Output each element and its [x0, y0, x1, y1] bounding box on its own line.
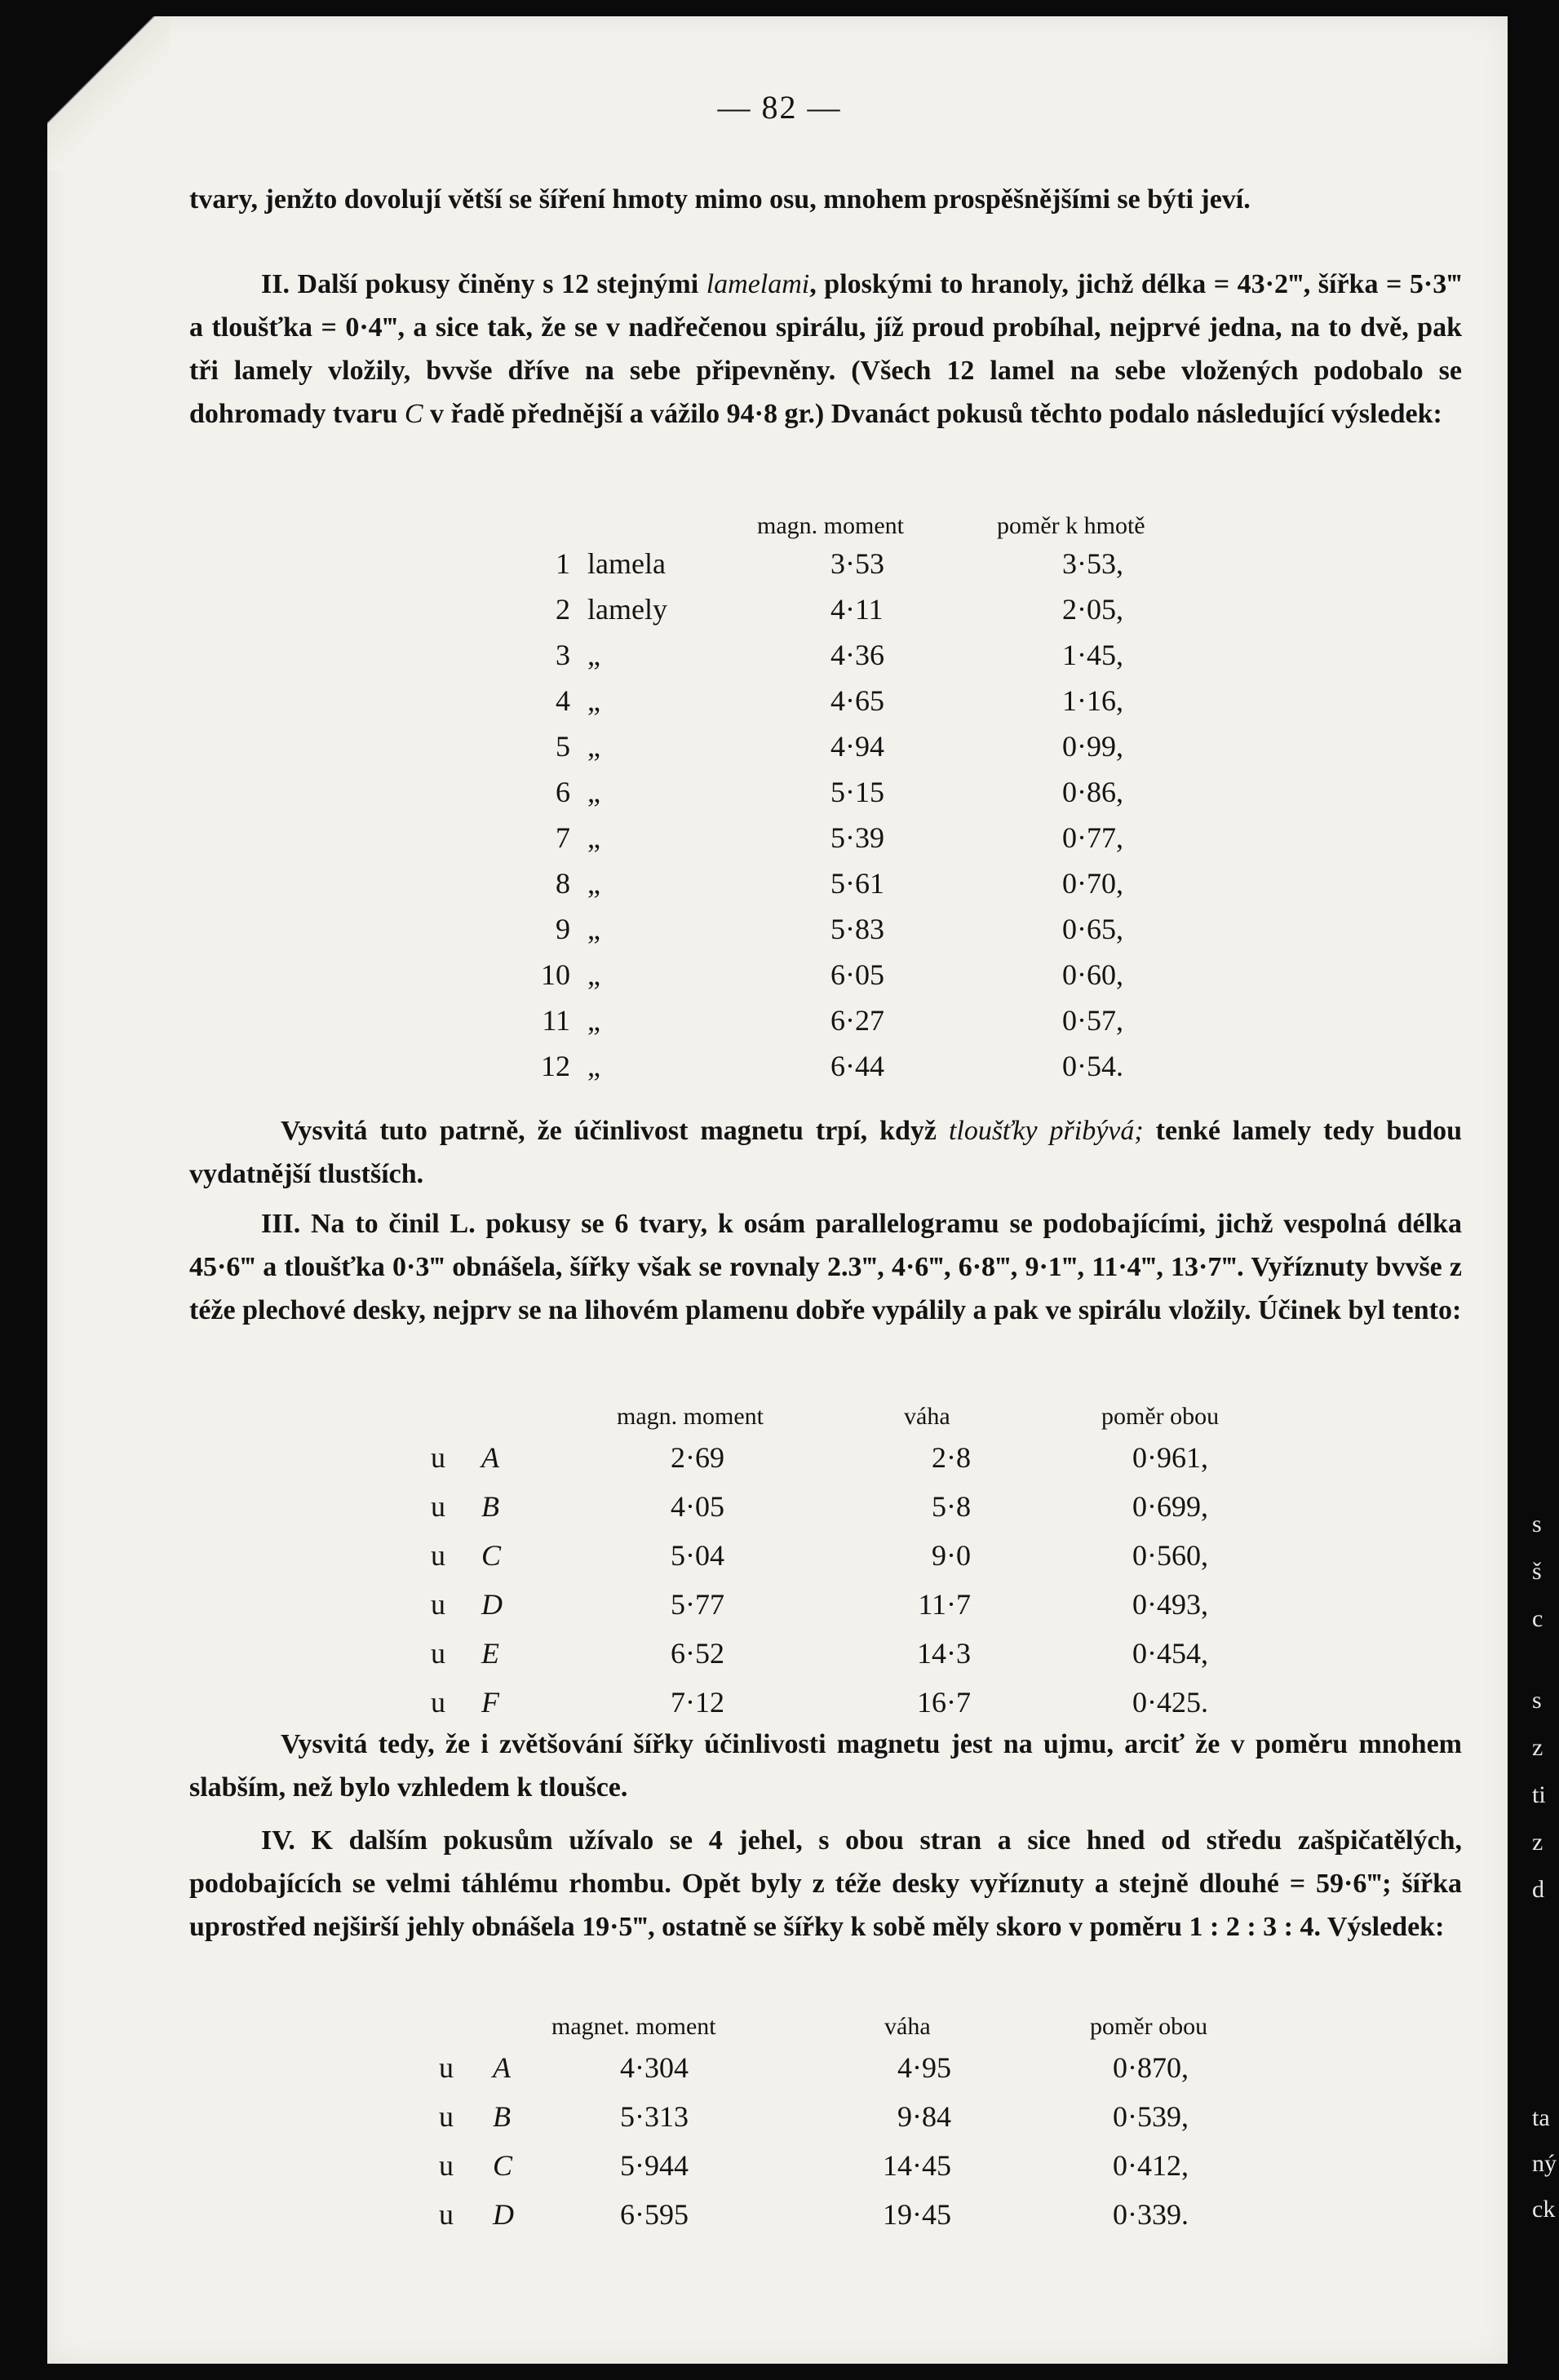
row-ratio: 0·539,: [1113, 2100, 1189, 2133]
row-weight: 4·95: [897, 2051, 951, 2084]
col-moment-header: magn. moment: [617, 1403, 764, 1430]
table-row: [0, 821, 1559, 861]
table-row: [0, 1489, 1559, 1530]
col-weight-header: váha: [904, 1403, 950, 1430]
row-shape: C: [481, 1539, 502, 1572]
table-row: [0, 2197, 1559, 2238]
paragraph-6: IV. K dalším pokusům užívalo se 4 jehel, s obou stran a sice hned od středu zašpičatělých, podobajících se velmi táhlému rhombu. Opět byly z téže desky vyříznuty a stejně dlouhé = 59·6‴; šířka uprostřed nejširší jehly obnášela 19·5‴, ostatně se šířky k sobě měly skoro v poměru 1 : 2 : 3 : 4. Výsledek:: [189, 1825, 1462, 1942]
row-moment: 4·11: [830, 593, 884, 626]
row-weight: 5·8: [932, 1490, 971, 1523]
row-ratio: 0·339.: [1113, 2198, 1189, 2231]
col-weight-header: váha: [884, 2013, 931, 2040]
row-moment: 7·12: [671, 1686, 724, 1719]
row-weight: 2·8: [932, 1441, 971, 1474]
edge-letter: ta: [1532, 2104, 1550, 2131]
paragraph-4: III. Na to činil L. pokusy se 6 tvary, k osám parallelogramu se podobajícími, jichž vespolná délka 45·6‴ a tloušťka 0·3‴ obnášela, šířky však se rovnaly 2.3‴, 4·6‴, 6·8‴, 9·1‴, 11·4‴, 13·7‴. Vyříznuty bvvše z téže plechové desky, nejprv se na lihovém plamenu dobře vypálily a pak ve spirálu vložily. Účinek byl tento:: [189, 1209, 1462, 1325]
row-count: 9: [556, 913, 570, 945]
table-row: [0, 1003, 1559, 1044]
edge-letter: s: [1532, 1687, 1542, 1714]
row-ratio: 0·70,: [1062, 867, 1123, 900]
row-moment: 5·313: [620, 2100, 689, 2133]
row-count: 7: [556, 821, 570, 854]
row-prefix: u: [431, 1637, 445, 1670]
row-shape: B: [493, 2100, 511, 2133]
row-count: 12: [541, 1050, 570, 1082]
edge-letter: z: [1532, 1734, 1543, 1761]
row-prefix: u: [431, 1441, 445, 1474]
section-label-ii: II.: [261, 269, 290, 299]
row-count: 1: [556, 547, 570, 580]
row-count: 2: [556, 593, 570, 626]
row-moment: 6·595: [620, 2198, 689, 2231]
row-ratio: 0·65,: [1062, 913, 1123, 945]
table-row: [0, 683, 1559, 724]
row-weight: 14·3: [917, 1637, 971, 1670]
row-moment: 2·69: [671, 1441, 724, 1474]
row-moment: 5·944: [620, 2149, 689, 2182]
row-moment: 4·05: [671, 1490, 724, 1523]
row-weight: 9·84: [897, 2100, 951, 2133]
section-label-iv: IV.: [261, 1825, 295, 1856]
row-prefix: u: [439, 2198, 454, 2231]
row-count: 3: [556, 639, 570, 671]
row-moment: 6·27: [830, 1004, 884, 1037]
row-ratio: 0·77,: [1062, 821, 1123, 854]
row-label: „: [587, 730, 600, 763]
row-count: 4: [556, 684, 570, 717]
row-shape: E: [481, 1637, 499, 1670]
row-weight: 14·45: [883, 2149, 951, 2182]
row-moment: 5·04: [671, 1539, 724, 1572]
edge-letter: z: [1532, 1829, 1543, 1856]
table-header: [0, 1403, 1559, 1444]
row-moment: 4·304: [620, 2051, 689, 2084]
row-label: „: [587, 639, 600, 671]
row-moment: 6·52: [671, 1637, 724, 1670]
row-weight: 16·7: [917, 1686, 971, 1719]
table-row: [0, 2099, 1559, 2140]
col-moment-header: magn. moment: [757, 512, 904, 539]
table-row: [0, 546, 1559, 587]
table-row: [0, 1587, 1559, 1628]
row-ratio: 0·86,: [1062, 776, 1123, 808]
table-row: [0, 1538, 1559, 1579]
edge-letter: d: [1532, 1876, 1544, 1903]
table-row: [0, 729, 1559, 770]
table-row: [0, 638, 1559, 679]
row-weight: 11·7: [918, 1588, 971, 1621]
row-moment: 5·83: [830, 913, 884, 945]
row-moment: 4·65: [830, 684, 884, 717]
table-row: [0, 1636, 1559, 1677]
table-row: [0, 958, 1559, 998]
row-shape: D: [481, 1588, 503, 1621]
row-shape: D: [493, 2198, 514, 2231]
row-ratio: 0·60,: [1062, 958, 1123, 991]
row-label: lamely: [587, 593, 667, 626]
row-prefix: u: [431, 1588, 445, 1621]
section-label-iii: III.: [261, 1209, 301, 1239]
table-row: [0, 866, 1559, 907]
row-label: „: [587, 1004, 600, 1037]
row-moment: 4·94: [830, 730, 884, 763]
row-label: „: [587, 821, 600, 854]
edge-letter: s: [1532, 1511, 1542, 1537]
table-row: [0, 2148, 1559, 2189]
col-ratio-header: poměr obou: [1090, 2013, 1208, 2040]
edge-letter: ný: [1532, 2150, 1557, 2177]
row-prefix: u: [431, 1539, 445, 1572]
row-moment: 3·53: [830, 547, 884, 580]
edge-letter: c: [1532, 1605, 1543, 1632]
col-ratio-header: poměr k hmotě: [997, 512, 1145, 539]
row-prefix: u: [439, 2100, 454, 2133]
row-ratio: 0·54.: [1062, 1050, 1123, 1082]
row-ratio: 0·454,: [1132, 1637, 1208, 1670]
paragraph-1: tvary, jenžto dovolují větší se šíření hmoty mimo osu, mnohem prospěšnějšími se býti jeví.: [189, 184, 1251, 215]
table-row: [0, 912, 1559, 953]
row-moment: 4·36: [830, 639, 884, 671]
row-weight: 19·45: [883, 2198, 951, 2231]
row-moment: 5·39: [830, 821, 884, 854]
row-ratio: 0·99,: [1062, 730, 1123, 763]
row-label: „: [587, 684, 600, 717]
row-count: 6: [556, 776, 570, 808]
row-label: „: [587, 776, 600, 808]
row-count: 11: [542, 1004, 570, 1037]
edge-letter: ti: [1532, 1781, 1546, 1808]
row-ratio: 0·412,: [1113, 2149, 1189, 2182]
row-shape: A: [493, 2051, 511, 2084]
row-ratio: 0·870,: [1113, 2051, 1189, 2084]
row-count: 10: [541, 958, 570, 991]
row-count: 8: [556, 867, 570, 900]
row-shape: C: [493, 2149, 513, 2182]
row-moment: 5·77: [671, 1588, 724, 1621]
row-prefix: u: [439, 2149, 454, 2182]
paragraph-2: II. Další pokusy činěny s 12 stejnými lamelami, ploskými to hranoly, jichž délka = 43·2‴, šířka = 5·3‴ a tloušťka = 0·4‴, a sice tak, že se v nadřečenou spirálu, jíž proud probíhal, nejprvé jedna, na to dvě, pak tři lamely vložily, bvvše dříve na sebe připevněny. (Všech 12 lamel na sebe vložených podobalo se dohromady tvaru C v řadě přednější a vážilo 94·8 gr.) Dvanáct pokusů těchto podalo následující výsledek:: [189, 269, 1463, 429]
col-ratio-header: poměr obou: [1101, 1403, 1220, 1430]
row-label: „: [587, 867, 600, 900]
row-prefix: u: [431, 1490, 445, 1523]
row-label: „: [587, 958, 600, 991]
row-label: „: [587, 1050, 600, 1082]
row-label: „: [587, 913, 600, 945]
row-shape: B: [481, 1490, 499, 1523]
row-ratio: 1·16,: [1062, 684, 1123, 717]
row-ratio: 0·57,: [1062, 1004, 1123, 1037]
paragraph-5: Vysvitá tedy, že i zvětšování šířky účinlivosti magnetu jest na ujmu, arciť že v poměru mnohem slabším, než bylo vzhledem k tloušce.: [189, 1729, 1462, 1803]
row-moment: 5·15: [830, 776, 884, 808]
row-prefix: u: [431, 1686, 445, 1719]
row-shape: A: [481, 1441, 499, 1474]
row-label: lamela: [587, 547, 666, 580]
page-number: — 82 —: [717, 89, 842, 126]
table-header: [0, 2013, 1559, 2054]
row-count: 5: [556, 730, 570, 763]
paragraph-3: Vysvitá tuto patrně, že účinlivost magnetu trpí, když tloušťky přibývá; tenké lamely tedy budou vydatnější tlustších.: [189, 1116, 1463, 1189]
row-moment: 5·61: [830, 867, 884, 900]
row-moment: 6·05: [830, 958, 884, 991]
row-ratio: 0·493,: [1132, 1588, 1208, 1621]
table-row: [0, 775, 1559, 816]
row-ratio: 3·53,: [1062, 547, 1123, 580]
table-row: [0, 1440, 1559, 1481]
row-ratio: 0·699,: [1132, 1490, 1208, 1523]
table-row: [0, 1685, 1559, 1726]
row-ratio: 0·560,: [1132, 1539, 1208, 1572]
row-ratio: 1·45,: [1062, 639, 1123, 671]
row-shape: F: [481, 1686, 499, 1719]
row-moment: 6·44: [830, 1050, 884, 1082]
row-prefix: u: [439, 2051, 454, 2084]
table-row: [0, 592, 1559, 633]
edge-letter: š: [1532, 1558, 1542, 1585]
row-ratio: 0·425.: [1132, 1686, 1208, 1719]
row-ratio: 0·961,: [1132, 1441, 1208, 1474]
edge-letter: ck: [1532, 2196, 1556, 2223]
table-row: [0, 2050, 1559, 2091]
row-ratio: 2·05,: [1062, 593, 1123, 626]
row-weight: 9·0: [932, 1539, 971, 1572]
table-row: [0, 1049, 1559, 1090]
col-moment-header: magnet. moment: [551, 2013, 716, 2040]
